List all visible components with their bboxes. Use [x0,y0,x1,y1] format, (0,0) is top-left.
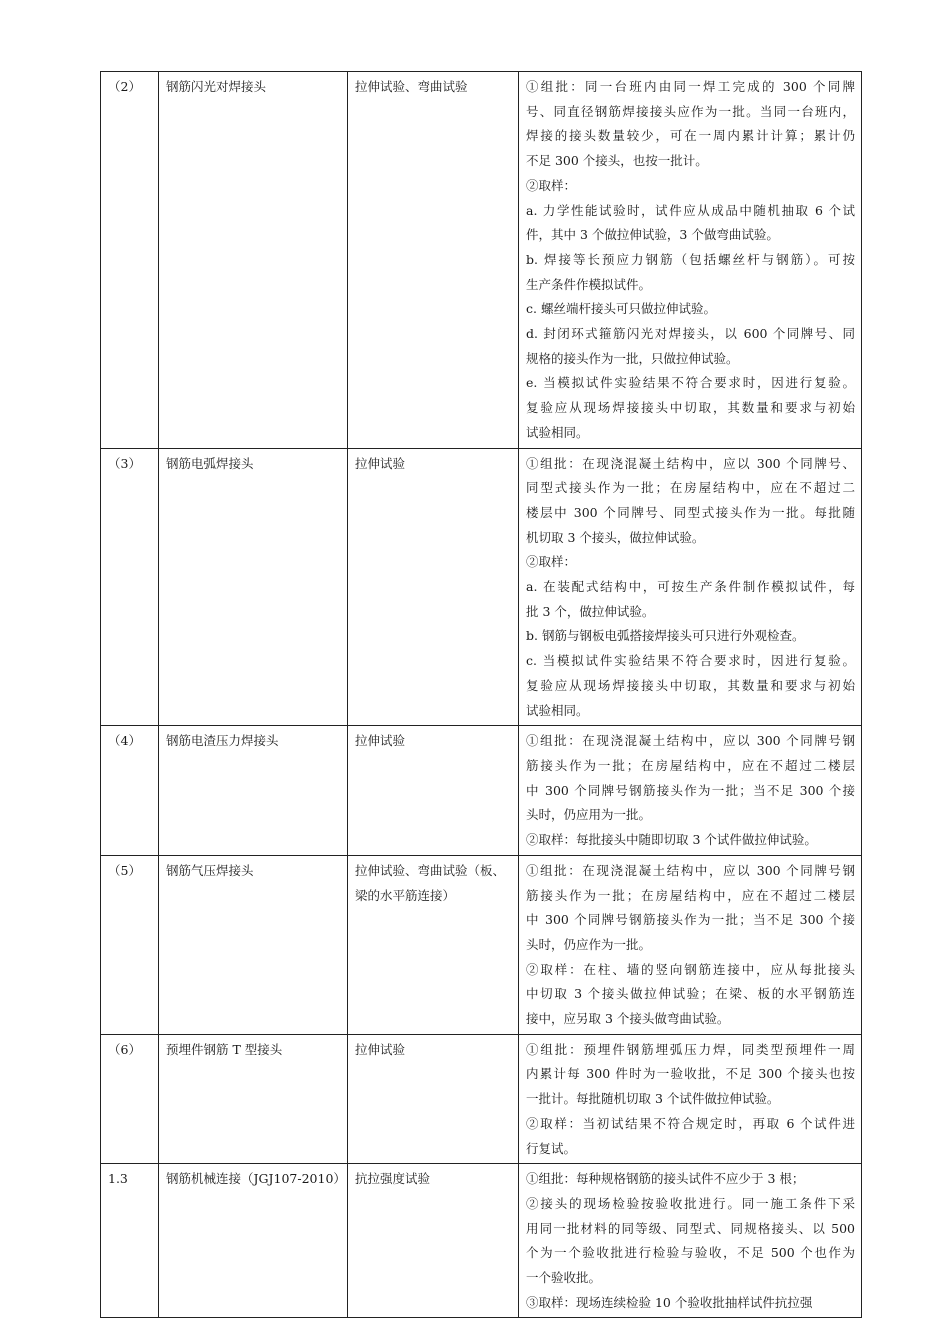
rule-line: 生产条件作模拟试件。 [526,276,652,292]
table-row [101,1164,862,1318]
item-name: 钢筋机械连接（JGJ107-2010） [159,1164,348,1318]
test-type: 拉伸试验 [348,726,519,856]
table-row [101,1034,862,1164]
rule-line: 个为一个验收批进行检验与验收，不足 500 个也作为 [526,1245,855,1261]
rule-line: ①组批：同一台班内由同一焊工完成的 300 个同牌 [526,79,855,94]
item-name: 预埋件钢筋 T 型接头 [159,1034,348,1164]
rule-line: ②取样：当初试结果不符合规定时，再取 6 个试件进 [526,1115,855,1131]
test-type: 拉伸试验、弯曲试验（板、梁的水平筋连接） [348,855,519,1034]
rule-line: 号、同直径钢筋焊接接头应作为一批。当同一台班内， [526,103,855,119]
rule-line: 楼层中 300 个同牌号、同型式接头作为一批。每批随 [526,504,855,520]
rule-line: b. 钢筋与钢板电弧搭接焊接头可只进行外观检查。 [526,628,805,644]
rule-line: 头时，仍应作为一批。 [526,936,652,952]
test-type: 拉伸试验、弯曲试验 [348,72,519,449]
rule-line: 焊接的接头数量较少，可在一周内累计计算；累计仍 [526,128,855,144]
item-number: （6） [101,1034,159,1164]
rule-line: 复验应从现场焊接接头中切取，其数量和要求与初始 [526,677,855,693]
rule-line: e. 当模拟试件实验结果不符合要求时，因进行复验。 [526,375,855,391]
item-name: 钢筋电弧焊接头 [159,448,348,726]
table-row [101,726,862,856]
rule-line: 一批计。每批随机切取 3 个试件做拉伸试验。 [526,1091,780,1107]
item-number: （2） [101,72,159,449]
rule-line: b. 焊接等长预应力钢筋（包括螺丝杆与钢筋）。可按 [526,251,855,267]
rule-line: 复验应从现场焊接接头中切取，其数量和要求与初始 [526,400,855,416]
sampling-rules [519,1034,862,1164]
sampling-rules [519,855,862,1034]
item-number: （5） [101,855,159,1034]
rule-line: a. 力学性能试验时，试件应从成品中随机抽取 6 个试 [526,202,855,218]
rule-line: ①组批：在现浇混凝土结构中，应以 300 个同牌号钢 [526,862,855,878]
item-name: 钢筋气压焊接头 [159,855,348,1034]
rule-line: 中 300 个同牌号钢筋接头作为一批；当不足 300 个接 [526,782,855,798]
rule-line: c. 当模拟试件实验结果不符合要求时，因进行复验。 [526,653,855,669]
rule-line: ②取样：在柱、墙的竖向钢筋连接中，应从每批接头 [526,961,855,977]
rule-line: a. 在装配式结构中，可按生产条件制作模拟试件，每 [526,579,855,595]
rule-line: 批 3 个，做拉伸试验。 [526,603,655,619]
rule-line: c. 螺丝端杆接头可只做拉伸试验。 [526,301,716,317]
rule-line: ②取样： [526,554,577,570]
rule-line: 试验相同。 [526,702,589,718]
sampling-rules [519,72,862,449]
rule-line: 中切取 3 个接头做拉伸试验；在梁、板的水平钢筋连 [526,986,855,1002]
rule-line: ①组批：每种规格钢筋的接头试件不应少于 3 根； [526,1171,805,1187]
rule-line: 筋接头作为一批；在房屋结构中，应在不超过二楼层 [526,757,855,773]
rule-line: 试验相同。 [526,424,589,440]
rule-line: ①组批：在现浇混凝土结构中，应以 300 个同牌号、 [526,455,855,471]
sampling-rules [519,1164,862,1318]
rule-line: 件，其中 3 个做拉伸试验，3 个做弯曲试验。 [526,227,779,243]
item-number: 1.3 [101,1164,159,1318]
spec-table [100,71,862,1318]
item-number: （3） [101,448,159,726]
rule-line: 机切取 3 个接头，做拉伸试验。 [526,529,705,545]
rule-line: ①组批：预埋件钢筋埋弧压力焊，同类型预埋件一周 [526,1041,855,1057]
sampling-rules [519,448,862,726]
test-type: 拉伸试验 [348,1034,519,1164]
rule-line: d. 封闭环式箍筋闪光对焊接头，以 600 个同牌号、同 [526,326,855,342]
rule-line: 规格的接头作为一批，只做拉伸试验。 [526,350,739,366]
rule-line: 同型式接头作为一批；在房屋结构中，应在不超过二 [526,480,855,496]
rule-line: 接中，应另取 3 个接头做弯曲试验。 [526,1011,730,1027]
sampling-rules [519,726,862,856]
rule-line: 中 300 个同牌号钢筋接头作为一批；当不足 300 个接 [526,912,855,928]
table-row [101,448,862,726]
rule-line: 内累计每 300 件时为一验收批，不足 300 个接头也按 [526,1066,855,1082]
item-name: 钢筋闪光对焊接头 [159,72,348,449]
test-type: 拉伸试验 [348,448,519,726]
rule-line: ③取样：现场连续检验 10 个验收批抽样试件抗拉强 [526,1294,813,1310]
rule-line: 一个验收批。 [526,1270,602,1286]
rule-line: 不足 300 个接头，也按一批计。 [526,153,708,169]
rule-line: ②接头的现场检验按验收批进行。同一施工条件下采 [526,1195,855,1211]
rule-line: 筋接头作为一批；在房屋结构中，应在不超过二楼层 [526,887,855,903]
rule-line: ①组批：在现浇混凝土结构中，应以 300 个同牌号钢 [526,733,855,749]
spec-table-body [101,72,862,1318]
rule-line: ②取样：每批接头中随即切取 3 个试件做拉伸试验。 [526,832,817,848]
test-type: 抗拉强度试验 [348,1164,519,1318]
table-row [101,855,862,1034]
item-number: （4） [101,726,159,856]
rule-line: 头时，仍应用为一批。 [526,807,652,823]
rule-line: ②取样： [526,177,577,193]
rule-line: 用同一批材料的同等级、同型式、同规格接头、以 500 [526,1220,855,1236]
rule-line: 行复试。 [526,1140,577,1156]
table-row [101,72,862,449]
item-name: 钢筋电渣压力焊接头 [159,726,348,856]
